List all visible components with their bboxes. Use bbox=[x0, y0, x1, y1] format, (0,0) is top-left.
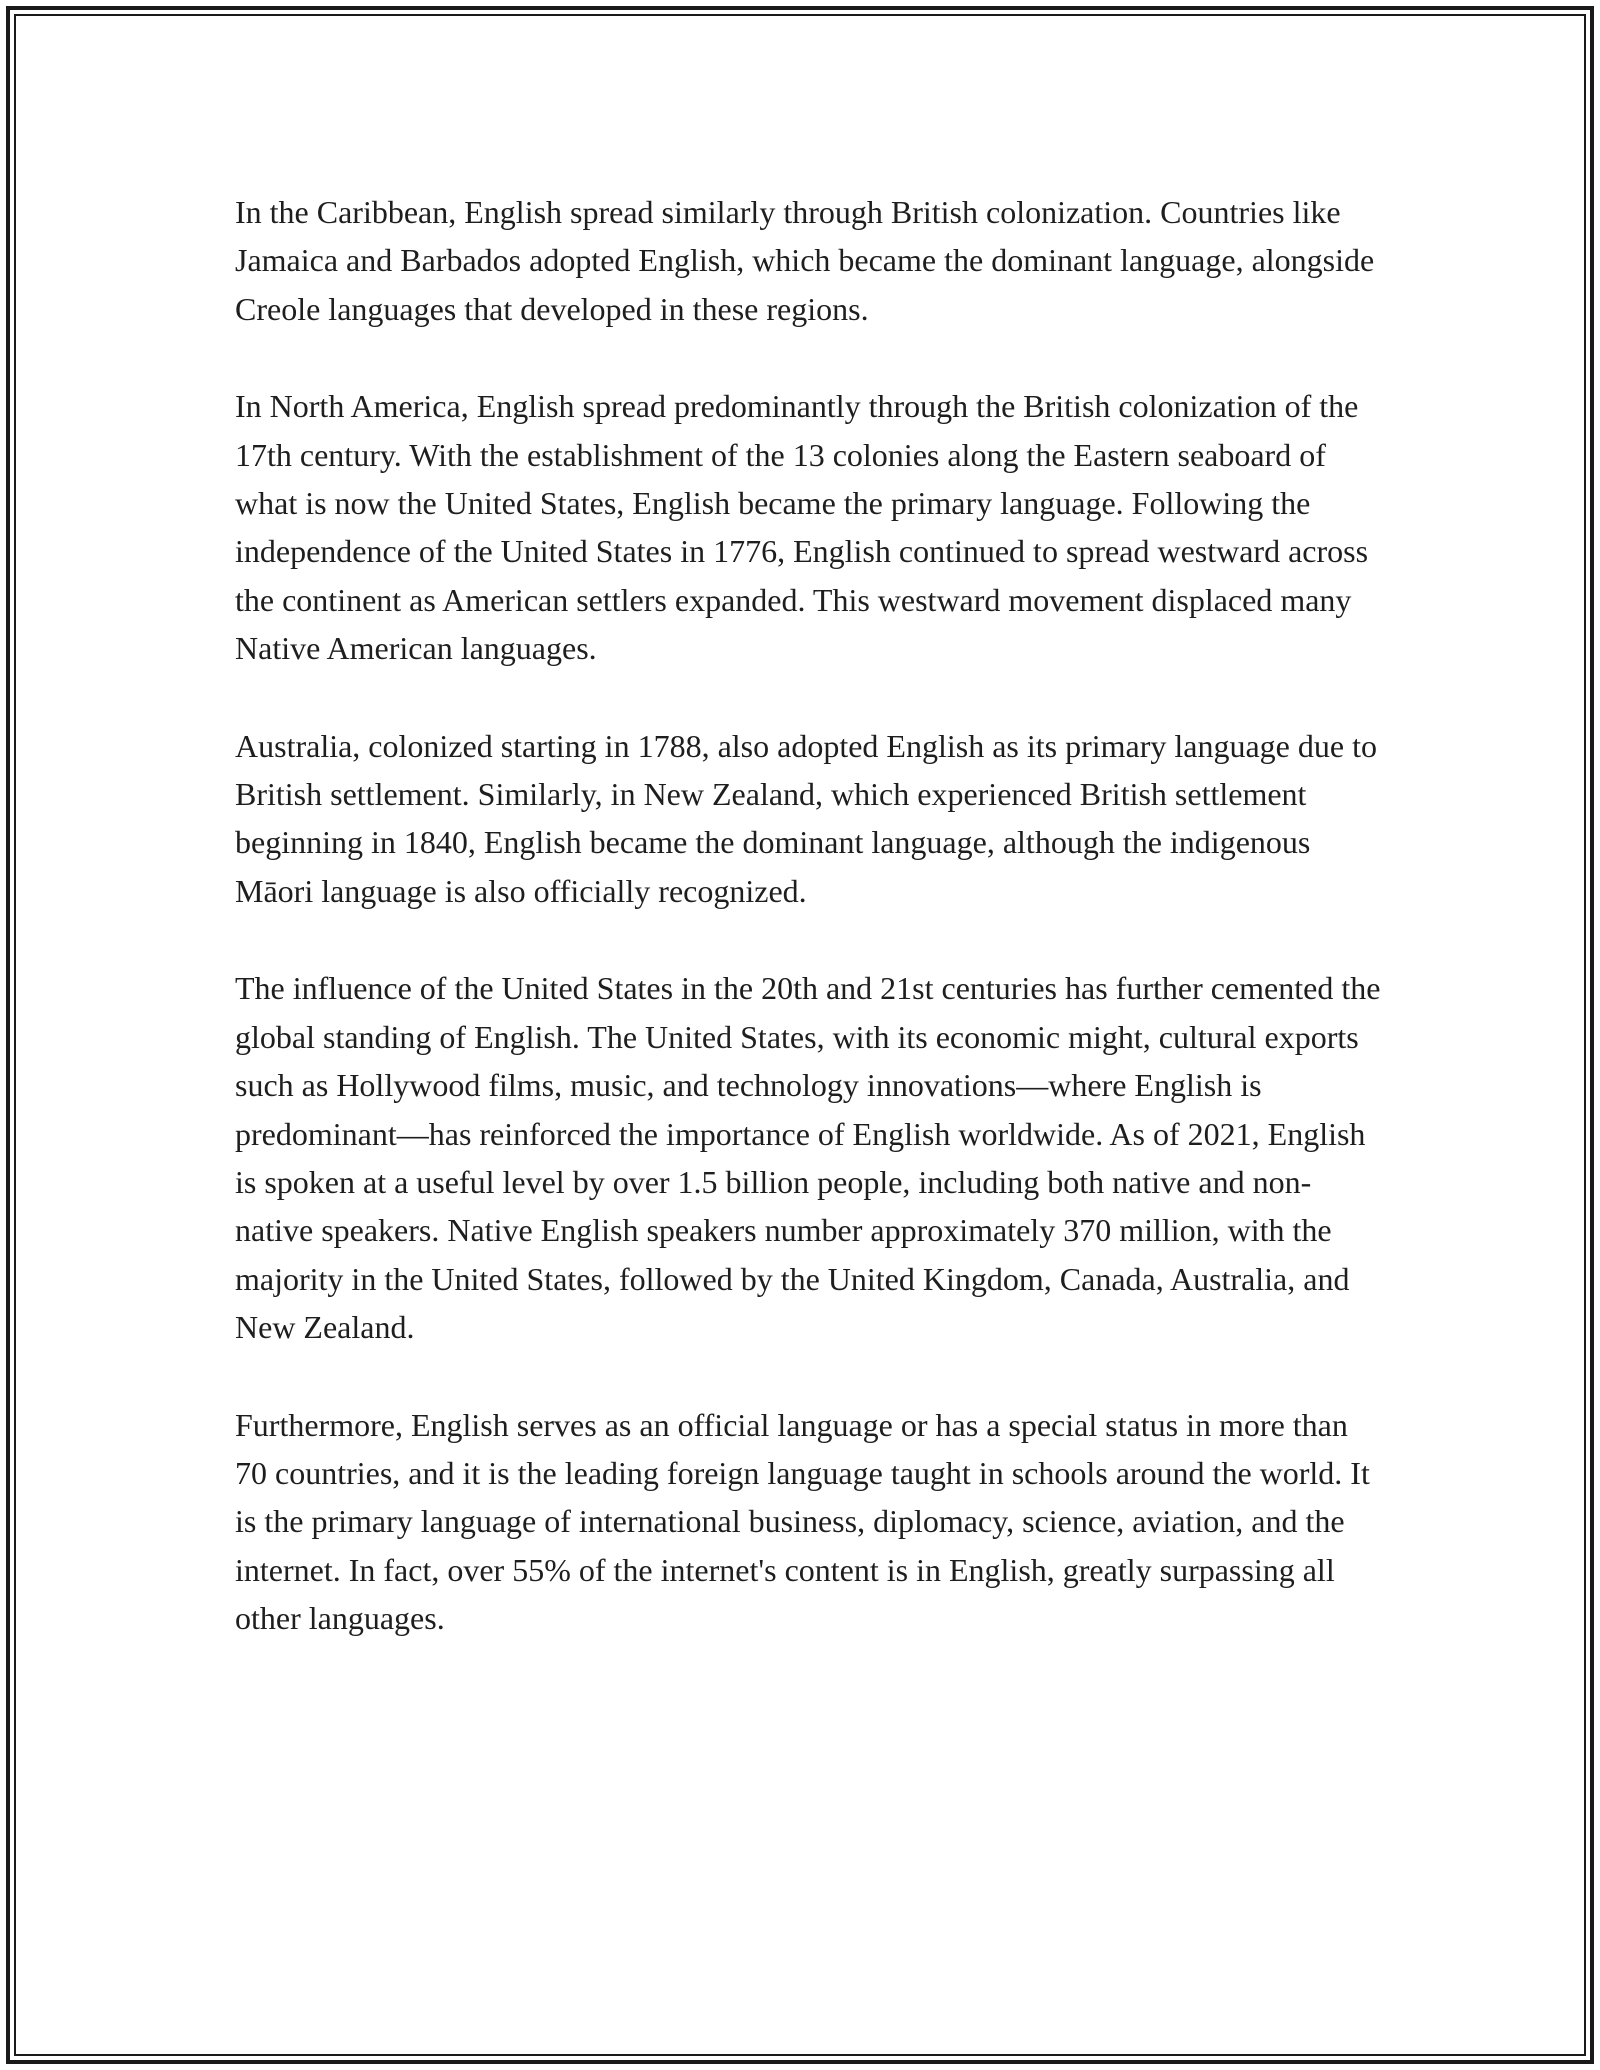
paragraph-caribbean: In the Caribbean, English spread similarly through British colonization. Countries like Jamaica and Barbados adopted English, which became the dominant language, alongside Creole languages that developed in these regions. bbox=[235, 194, 1375, 327]
paragraph-north-america: In North America, English spread predominantly through the British colonization of the 17th century. With the establishment of the 13 colonies along the Eastern seaboard of what is now the United States, English became the primary language. Following the independence of the United States in 1776, English continued to spread westward across the continent as American settlers expanded. This westward movement displaced many Native American languages. bbox=[235, 388, 1369, 667]
paragraph-united-states-influence: The influence of the United States in the 20th and 21st centuries has further cemented the global standing of English. The United States, with its economic might, cultural exports such as Hollywood films, music, and technology innovations—where English is predominant—has reinforced the importance of English worldwide. As of 2021, English is spoken at a useful level by over 1.5 billion people, including both native and non-native speakers. Native English speakers number approximately 370 million, with the majority in the United States, followed by the United Kingdom, Canada, Australia, and New Zealand. bbox=[235, 970, 1381, 1346]
paragraph-australia-new-zealand: Australia, colonized starting in 1788, also adopted English as its primary language due to British settlement. Similarly, in New Zealand, which experienced British settlement beginning in 1840, English became the dominant language, although the indigenous Māori language is also officially recognized. bbox=[235, 727, 1377, 909]
paragraph-global-status: Furthermore, English serves as an official language or has a special status in more than 70 countries, and it is the leading foreign language taught in schools around the world. It is the primary language of international business, diplomacy, science, aviation, and the internet. In fact, over 55% of the internet's content is in English, greatly surpassing all other languages. bbox=[235, 1406, 1370, 1637]
document-body bbox=[235, 188, 1385, 1643]
